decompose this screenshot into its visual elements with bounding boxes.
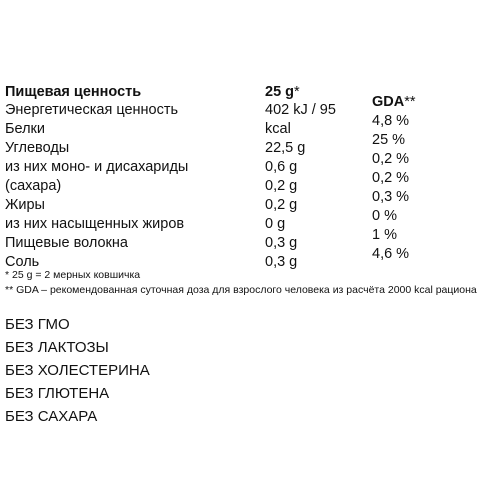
row-value-energy: 402 kJ / 95 [265, 102, 336, 118]
row-gda-energy: 4,8 % [372, 113, 410, 129]
row-label-energy: Энергетическая ценность [5, 102, 179, 118]
row-gda-fiber: 4,6 % [372, 246, 410, 262]
serving-size: 25 g [265, 84, 295, 100]
row-label-protein: Белки [5, 121, 46, 137]
row-gda-carbs: 0,2 % [372, 151, 410, 167]
row-value-protein: kcal [265, 121, 291, 137]
footnote-serving: * 25 g = 2 мерных ковшичка [5, 269, 141, 281]
row-value-fiber: 0,3 g [265, 235, 298, 251]
gda-header [372, 93, 416, 111]
serving-footnote-mark: * [294, 84, 300, 100]
gda-footnote-mark: ** [404, 94, 416, 110]
row-value-mono-disaccharides: 0,6 g [265, 159, 298, 175]
row-label-fats: Жиры [5, 197, 45, 213]
row-label-sugars: (сахара) [5, 178, 62, 194]
row-value-saturated-fats: 0 g [265, 216, 286, 232]
claim-no-cholesterol: БЕЗ ХОЛЕСТЕРИНА [5, 362, 150, 379]
claim-no-gmo: БЕЗ ГМО [5, 316, 70, 333]
claim-no-sugar: БЕЗ САХАРА [5, 408, 98, 425]
row-gda-saturated-fats: 1 % [372, 227, 397, 243]
row-gda-fats: 0 % [372, 208, 397, 224]
claim-no-gluten: БЕЗ ГЛЮТЕНА [5, 385, 110, 402]
row-label-saturated-fats: из них насыщенных жиров [5, 216, 185, 232]
row-gda-mono-disaccharides: 0,2 % [372, 170, 410, 186]
footnote-gda: ** GDA – рекомендованная суточная доза для взрослого человека из расчёта 2000 kcal рациона [5, 284, 477, 296]
row-label-salt: Соль [5, 254, 40, 270]
row-value-fats: 0,2 g [265, 197, 298, 213]
row-label-fiber: Пищевые волокна [5, 235, 128, 251]
nutrition-header-label: Пищевая ценность [5, 84, 142, 100]
row-value-carbs: 22,5 g [265, 140, 306, 156]
claim-no-lactose: БЕЗ ЛАКТОЗЫ [5, 339, 109, 356]
row-value-sugars: 0,2 g [265, 178, 298, 194]
gda-label: GDA [372, 94, 405, 110]
row-gda-protein: 25 % [372, 132, 406, 148]
row-gda-sugars: 0,3 % [372, 189, 410, 205]
row-label-carbs: Углеводы [5, 140, 70, 156]
row-value-salt: 0,3 g [265, 254, 298, 270]
serving-size-header [265, 83, 300, 101]
row-label-mono-disaccharides: из них моно- и дисахариды [5, 159, 189, 175]
